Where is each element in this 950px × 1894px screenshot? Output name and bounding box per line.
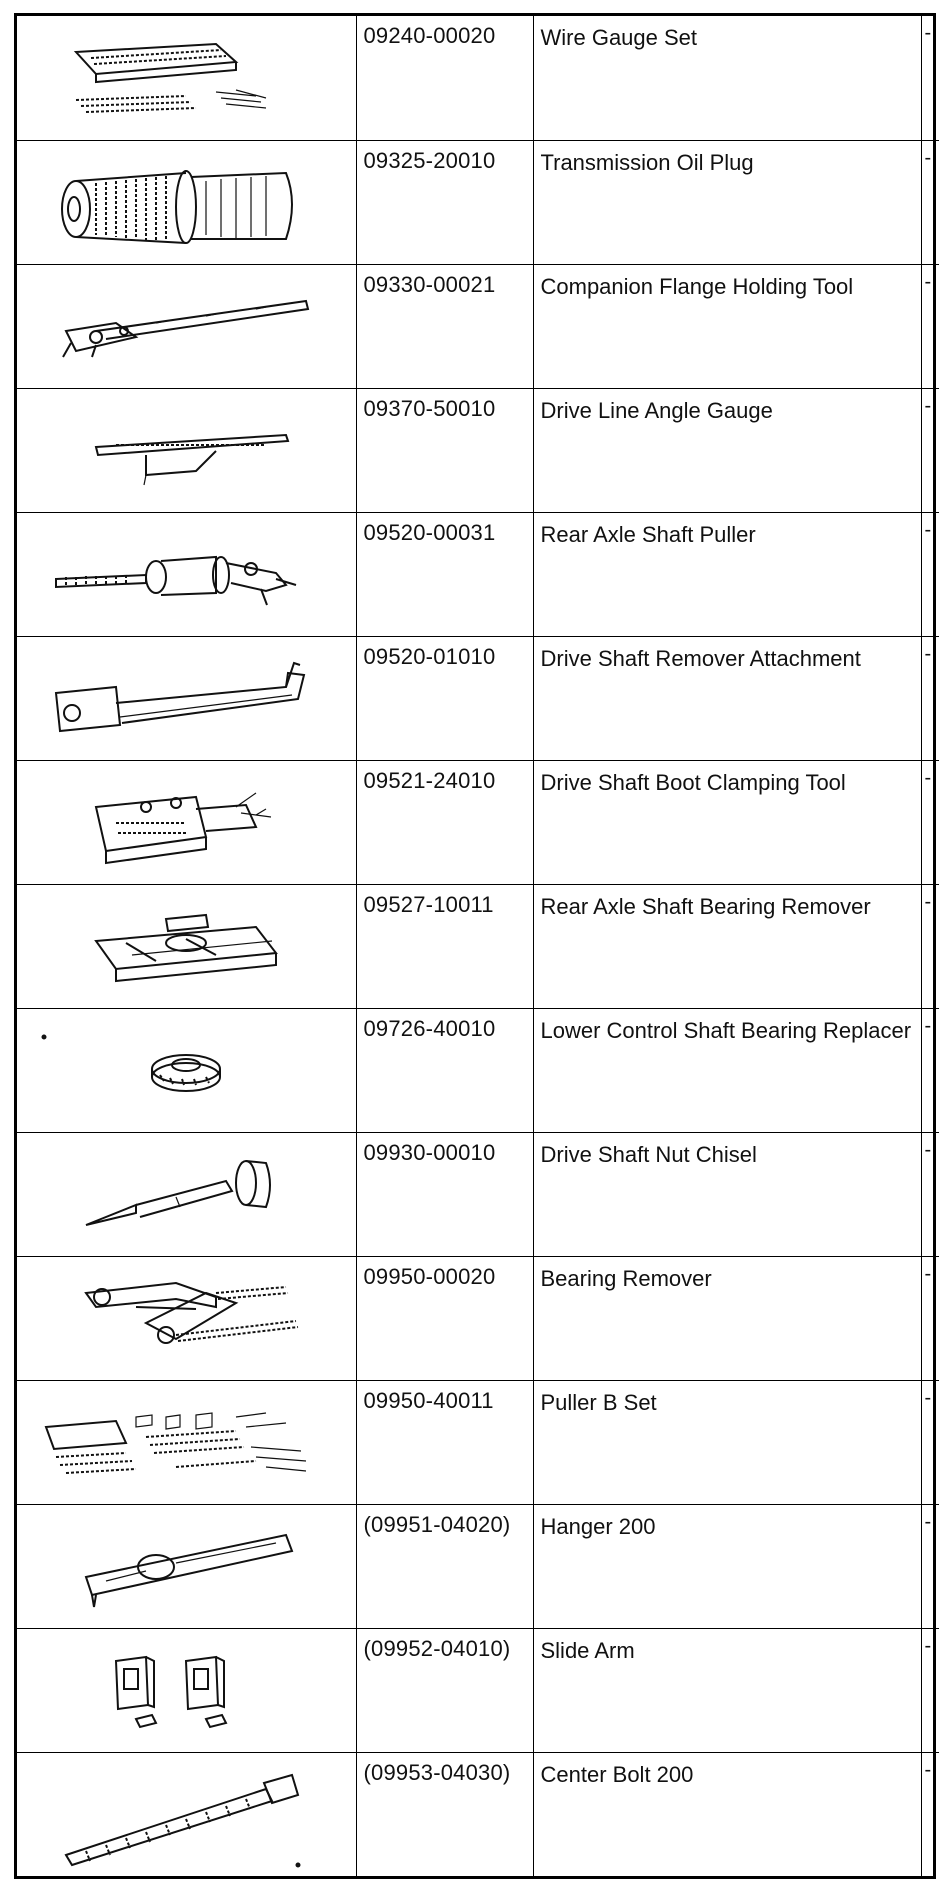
tool-illustration-cell (17, 760, 356, 884)
part-number: 09520-01010 (356, 636, 533, 760)
table-row (17, 512, 939, 636)
axle-shaft-puller-icon (36, 519, 336, 629)
tool-name: Rear Axle Shaft Bearing Remover (533, 884, 921, 1008)
note: - (921, 636, 939, 760)
tool-name: Transmission Oil Plug (533, 140, 921, 264)
tool-illustration-cell (17, 1752, 356, 1876)
nut-chisel-icon (36, 1139, 336, 1249)
tool-illustration-cell (17, 1504, 356, 1628)
tool-name: Center Bolt 200 (533, 1752, 921, 1876)
tool-illustration-cell (17, 1132, 356, 1256)
tool-illustration-cell (17, 1380, 356, 1504)
note: - (921, 1628, 939, 1752)
slide-arm-icon (36, 1635, 336, 1745)
tool-name: Drive Line Angle Gauge (533, 388, 921, 512)
table-row (17, 1504, 939, 1628)
puller-set-icon (36, 1387, 336, 1497)
note: - (921, 1256, 939, 1380)
part-number: 09521-24010 (356, 760, 533, 884)
note: - (921, 760, 939, 884)
oil-plug-icon (36, 147, 336, 257)
table-row (17, 388, 939, 512)
bearing-remover-icon (36, 1263, 336, 1373)
table-row (17, 264, 939, 388)
part-number: 09520-00031 (356, 512, 533, 636)
part-number: (09951-04020) (356, 1504, 533, 1628)
table-row (17, 16, 939, 140)
note: - (921, 264, 939, 388)
part-number: 09950-00020 (356, 1256, 533, 1380)
note: - (921, 884, 939, 1008)
table-row (17, 1628, 939, 1752)
part-number: 09325-20010 (356, 140, 533, 264)
table-row (17, 140, 939, 264)
tool-illustration-cell (17, 264, 356, 388)
table-row (17, 1008, 939, 1132)
angle-gauge-icon (36, 395, 336, 505)
tool-name: Drive Shaft Nut Chisel (533, 1132, 921, 1256)
table-row (17, 1256, 939, 1380)
tool-name: Puller B Set (533, 1380, 921, 1504)
center-bolt-icon (36, 1759, 336, 1869)
note: - (921, 388, 939, 512)
note: - (921, 1132, 939, 1256)
note: - (921, 1380, 939, 1504)
tool-name: Bearing Remover (533, 1256, 921, 1380)
tool-illustration-cell (17, 1256, 356, 1380)
bearing-plate-icon (36, 891, 336, 1001)
boot-clamping-tool-icon (36, 767, 336, 877)
part-number: 09726-40010 (356, 1008, 533, 1132)
tool-illustration-cell (17, 512, 356, 636)
hanger-icon (36, 1511, 336, 1621)
part-number: 09527-10011 (356, 884, 533, 1008)
tool-name: Drive Shaft Remover Attachment (533, 636, 921, 760)
table-row (17, 1380, 939, 1504)
part-number: 09370-50010 (356, 388, 533, 512)
special-tools-table (14, 13, 936, 1879)
part-number: 09930-00010 (356, 1132, 533, 1256)
flange-holding-tool-icon (36, 271, 336, 381)
tool-name: Hanger 200 (533, 1504, 921, 1628)
note: - (921, 1008, 939, 1132)
tool-illustration-cell (17, 388, 356, 512)
tool-illustration-cell (17, 884, 356, 1008)
note: - (921, 1752, 939, 1876)
tool-illustration-cell (17, 16, 356, 140)
table-row (17, 760, 939, 884)
tool-illustration-cell (17, 636, 356, 760)
table-row (17, 1132, 939, 1256)
part-number: 09330-00021 (356, 264, 533, 388)
part-number: (09953-04030) (356, 1752, 533, 1876)
tool-illustration-cell (17, 1628, 356, 1752)
tool-name: Rear Axle Shaft Puller (533, 512, 921, 636)
tool-name: Wire Gauge Set (533, 16, 921, 140)
table-row (17, 636, 939, 760)
table-row (17, 1752, 939, 1876)
remover-attachment-icon (36, 643, 336, 753)
tool-name: Slide Arm (533, 1628, 921, 1752)
tool-illustration-cell (17, 140, 356, 264)
table-row (17, 884, 939, 1008)
note: - (921, 140, 939, 264)
part-number: 09950-40011 (356, 1380, 533, 1504)
tool-name: Lower Control Shaft Bearing Replacer (533, 1008, 921, 1132)
bearing-replacer-icon (36, 1015, 336, 1125)
tool-name: Companion Flange Holding Tool (533, 264, 921, 388)
note: - (921, 16, 939, 140)
note: - (921, 1504, 939, 1628)
tool-illustration-cell (17, 1008, 356, 1132)
part-number: (09952-04010) (356, 1628, 533, 1752)
note: - (921, 512, 939, 636)
part-number: 09240-00020 (356, 16, 533, 140)
tool-name: Drive Shaft Boot Clamping Tool (533, 760, 921, 884)
wire-gauge-set-icon (36, 22, 336, 132)
